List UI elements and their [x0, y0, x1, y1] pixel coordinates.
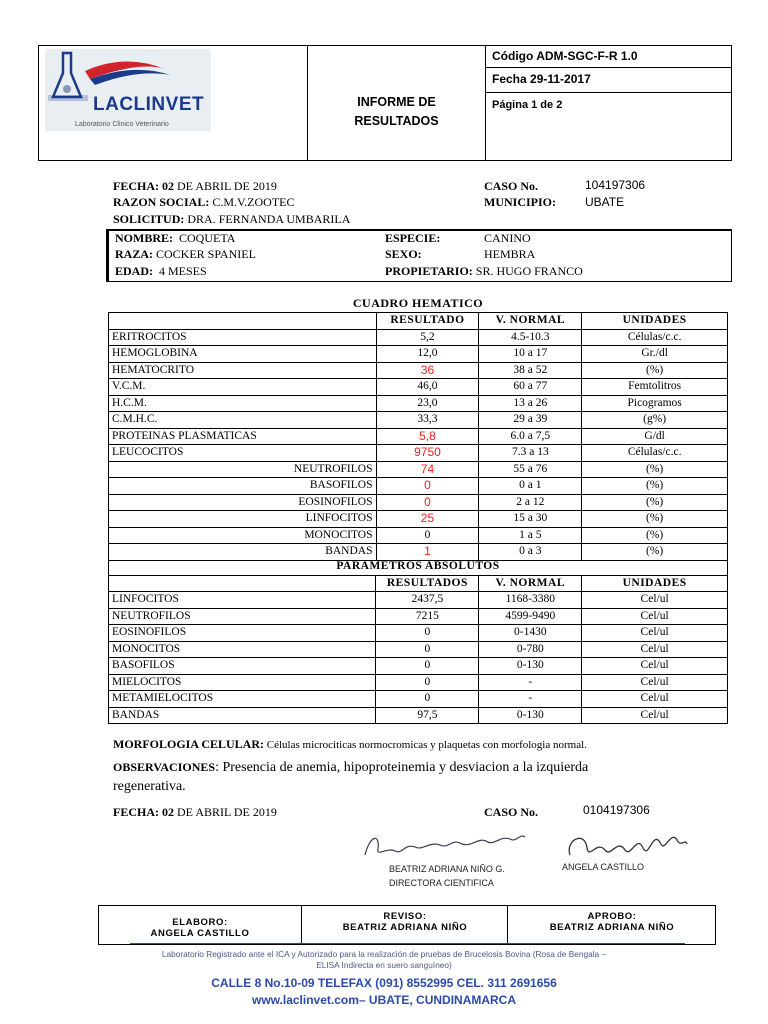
col-header-resultados: RESULTADOS: [376, 575, 479, 592]
row-normal-range: 1168-3380: [479, 592, 582, 609]
municipio-value: UBATE: [585, 195, 625, 209]
col-header-vnormal: V. NORMAL: [479, 575, 582, 592]
table-row: [109, 346, 728, 363]
row-parameter-name: MONOCITOS: [109, 527, 377, 544]
signature-angela-icon: [565, 820, 690, 868]
footer-website: www.laclinvet.com– UBATE, CUNDINAMARCA: [251, 993, 517, 1007]
row-unit: (%): [582, 461, 728, 478]
footer-line2: ELISA Indirecta en suero sanguíneo): [316, 960, 452, 970]
razon-value: C.M.V.ZOOTEC: [209, 195, 295, 209]
absolute-table: [108, 559, 728, 724]
row-unit: Células/c.c.: [582, 329, 728, 346]
approvals-box: [98, 905, 716, 945]
row-unit: (%): [582, 494, 728, 511]
row-result: 46,0: [376, 379, 479, 396]
fecha-label: FECHA: 02: [113, 179, 174, 193]
row-normal-range: 0-130: [479, 707, 582, 724]
closing-fecha-value: DE ABRIL DE 2019: [174, 805, 277, 819]
absolute-title-row: [109, 559, 728, 575]
reviso-label: REVISO:: [383, 911, 427, 922]
row-parameter-name: BASOFILOS: [109, 658, 376, 675]
row-unit: G/dl: [582, 428, 728, 445]
table-header-row: [109, 575, 728, 592]
title-line1: INFORME DE: [357, 95, 436, 109]
aprobo-name: BEATRIZ ADRIANA NIÑO: [549, 922, 675, 933]
table-row: [109, 674, 728, 691]
row-parameter-name: MONOCITOS: [109, 641, 376, 658]
row-parameter-name: HEMATOCRITO: [109, 362, 377, 379]
row-normal-range: 60 a 77: [479, 379, 582, 396]
row-normal-range: -: [479, 691, 582, 708]
row-result: 23,0: [376, 395, 479, 412]
especie-label: ESPECIE:: [385, 231, 441, 245]
razon-line: [113, 195, 294, 210]
edad-label: EDAD:: [115, 264, 153, 278]
propietario-label: PROPIETARIO:: [385, 264, 473, 278]
col-header-resultado: RESULTADO: [376, 313, 479, 330]
elaboro-cell: [99, 906, 302, 944]
row-result: 0: [376, 625, 479, 642]
morfologia-value: Células microciticas normocromicas y plaquetas con morfologia normal.: [264, 739, 587, 751]
logo-text: LACLINVET: [93, 94, 205, 115]
fecha-value: DE ABRIL DE 2019: [174, 179, 277, 193]
row-parameter-name: H.C.M.: [109, 395, 377, 412]
row-unit: (%): [582, 511, 728, 528]
observaciones-label: OBSERVACIONES: [113, 760, 216, 774]
row-unit: (g%): [582, 412, 728, 429]
row-unit: Cel/ul: [582, 674, 728, 691]
row-result: 5,2: [376, 329, 479, 346]
elaboro-name: ANGELA CASTILLO: [150, 928, 250, 939]
row-result: 0: [376, 478, 479, 495]
row-result: 25: [376, 511, 479, 528]
morfologia-line: [113, 737, 587, 752]
especie-value: CANINO: [484, 231, 531, 245]
table-row: [109, 527, 728, 544]
row-result: 12,0: [376, 346, 479, 363]
row-result: 0: [376, 641, 479, 658]
row-unit: Cel/ul: [582, 691, 728, 708]
row-result: 5,8: [376, 428, 479, 445]
table-row: [109, 362, 728, 379]
row-normal-range: 55 a 76: [479, 461, 582, 478]
row-parameter-name: BANDAS: [109, 544, 377, 561]
row-parameter-name: ERITROCITOS: [109, 329, 377, 346]
row-normal-range: 1 a 5: [479, 527, 582, 544]
row-parameter-name: BANDAS: [109, 707, 376, 724]
header-blank: [109, 575, 376, 592]
row-parameter-name: LINFOCITOS: [109, 511, 377, 528]
table-row: [109, 625, 728, 642]
closing-caso-label: CASO No.: [484, 805, 539, 819]
table-row: [109, 494, 728, 511]
absolute-title: PARAMETROS ABSOLUTOS: [109, 559, 728, 575]
row-unit: (%): [582, 527, 728, 544]
row-unit: Cel/ul: [582, 608, 728, 625]
row-parameter-name: MIELOCITOS: [109, 674, 376, 691]
row-unit: Células/c.c.: [582, 445, 728, 462]
row-result: 9750: [376, 445, 479, 462]
footer-registration: [60, 949, 708, 971]
row-unit: Picogramos: [582, 395, 728, 412]
row-result: 0: [376, 658, 479, 675]
row-parameter-name: NEUTROFILOS: [109, 608, 376, 625]
document-header: [38, 45, 732, 161]
table-header-row: [109, 313, 728, 330]
row-unit: Cel/ul: [582, 658, 728, 675]
row-unit: Gr./dl: [582, 346, 728, 363]
pagina: Página 1 de 2: [492, 99, 563, 111]
col-header-vnormal: V. NORMAL: [479, 313, 582, 330]
sexo-label: SEXO:: [385, 247, 422, 261]
raza-value: COCKER SPANIEL: [156, 247, 256, 261]
row-parameter-name: C.M.H.C.: [109, 412, 377, 429]
caso-label: CASO No.: [484, 179, 539, 193]
solicitud-line: [113, 212, 350, 227]
row-parameter-name: V.C.M.: [109, 379, 377, 396]
row-unit: (%): [582, 544, 728, 561]
row-unit: Cel/ul: [582, 592, 728, 609]
table-row: [109, 445, 728, 462]
row-normal-range: 0-1430: [479, 625, 582, 642]
row-normal-range: 13 a 26: [479, 395, 582, 412]
sig1-name: BEATRIZ ADRIANA NIÑO G.: [389, 864, 505, 874]
row-parameter-name: EOSINOFILOS: [109, 625, 376, 642]
col-header-unidades: UNIDADES: [582, 313, 728, 330]
row-unit: (%): [582, 478, 728, 495]
row-normal-range: 38 a 52: [479, 362, 582, 379]
row-normal-range: 6.0 a 7,5: [479, 428, 582, 445]
row-normal-range: 2 a 12: [479, 494, 582, 511]
table-row: [109, 395, 728, 412]
fecha-line: [113, 179, 277, 194]
signature-beatriz-icon: [360, 825, 530, 865]
row-parameter-name: LINFOCITOS: [109, 592, 376, 609]
row-result: 1: [376, 544, 479, 561]
table-row: [109, 511, 728, 528]
closing-fecha-label: FECHA: 02: [113, 805, 174, 819]
row-result: 74: [376, 461, 479, 478]
row-unit: (%): [582, 362, 728, 379]
title-line2: RESULTADOS: [354, 114, 439, 128]
hematic-title: CUADRO HEMATICO: [352, 296, 484, 310]
doc-meta-cell: [486, 46, 731, 160]
municipio-label: MUNICIPIO:: [484, 195, 556, 209]
aprobo-label: APROBO:: [587, 911, 637, 922]
row-normal-range: 29 a 39: [479, 412, 582, 429]
solicitud-value: DRA. FERNANDA UMBARILA: [184, 212, 351, 226]
observaciones-value: : Presencia de anemia, hipoproteinemia y desviacion a la izquierda regenerativa.: [113, 760, 589, 794]
row-unit: Femtolitros: [582, 379, 728, 396]
row-result: 36: [376, 362, 479, 379]
aprobo-cell: [509, 906, 715, 944]
row-unit: Cel/ul: [582, 707, 728, 724]
footer-divider: [130, 943, 685, 944]
header-blank: [109, 313, 377, 330]
morfologia-label: MORFOLOGIA CELULAR:: [113, 737, 265, 751]
row-result: 0: [376, 674, 479, 691]
nombre-label: NOMBRE:: [115, 231, 173, 245]
table-row: [109, 379, 728, 396]
razon-label: RAZON SOCIAL:: [113, 195, 210, 209]
propietario-value: SR. HUGO FRANCO: [475, 264, 583, 278]
codigo: Código ADM-SGC-F-R 1.0: [486, 46, 731, 68]
row-normal-range: 0-130: [479, 658, 582, 675]
logo-cell: [39, 46, 308, 160]
table-row: [109, 428, 728, 445]
row-result: 7215: [376, 608, 479, 625]
table-row: [109, 691, 728, 708]
sig2-name: ANGELA CASTILLO: [562, 862, 645, 872]
nombre-value: COQUETA: [179, 231, 236, 245]
closing-fecha-line: [113, 805, 277, 820]
footer-contact: [60, 975, 708, 1009]
row-normal-range: 7.3 a 13: [479, 445, 582, 462]
edad-value: 4 MESES: [159, 264, 207, 278]
row-parameter-name: NEUTROFILOS: [109, 461, 377, 478]
row-normal-range: 15 a 30: [479, 511, 582, 528]
row-normal-range: 0 a 1: [479, 478, 582, 495]
row-normal-range: 0 a 3: [479, 544, 582, 561]
hematic-table: [108, 312, 728, 561]
sig1-title: DIRECTORA CIENTIFICA: [389, 878, 494, 888]
table-row: [109, 707, 728, 724]
row-parameter-name: HEMOGLOBINA: [109, 346, 377, 363]
row-parameter-name: EOSINOFILOS: [109, 494, 377, 511]
row-normal-range: 0-780: [479, 641, 582, 658]
row-normal-range: -: [479, 674, 582, 691]
row-parameter-name: LEUCOCITOS: [109, 445, 377, 462]
row-parameter-name: BASOFILOS: [109, 478, 377, 495]
row-result: 0: [376, 527, 479, 544]
footer-address: CALLE 8 No.10-09 TELEFAX (091) 8552995 CEL. 311 2691656: [211, 976, 557, 990]
row-result: 0: [376, 494, 479, 511]
caso-value: 104197306: [585, 178, 646, 192]
reviso-cell: [303, 906, 508, 944]
patient-box: [106, 229, 732, 282]
row-result: 0: [376, 691, 479, 708]
reviso-name: BEATRIZ ADRIANA NIÑO: [342, 922, 468, 933]
footer-line1: Laboratorio Registrado ante el ICA y Autorizado para la realización de pruebas de Brucelosis Bovina (Rosa de Bengala –: [161, 949, 607, 959]
row-parameter-name: PROTEINAS PLASMATICAS: [109, 428, 377, 445]
sexo-value: HEMBRA: [484, 247, 536, 261]
solicitud-label: SOLICITUD:: [113, 212, 185, 226]
table-row: [109, 544, 728, 561]
row-parameter-name: METAMIELOCITOS: [109, 691, 376, 708]
table-row: [109, 329, 728, 346]
table-row: [109, 478, 728, 495]
row-result: 33,3: [376, 412, 479, 429]
row-result: 2437,5: [376, 592, 479, 609]
row-normal-range: 4599-9490: [479, 608, 582, 625]
raza-label: RAZA:: [115, 247, 153, 261]
col-header-unidades: UNIDADES: [582, 575, 728, 592]
table-row: [109, 641, 728, 658]
observaciones-line: [113, 758, 633, 796]
table-row: [109, 412, 728, 429]
signature-block-1: [389, 862, 505, 890]
row-unit: Cel/ul: [582, 641, 728, 658]
row-normal-range: 10 a 17: [479, 346, 582, 363]
title-cell: [308, 46, 486, 160]
table-row: [109, 592, 728, 609]
row-unit: Cel/ul: [582, 625, 728, 642]
table-row: [109, 608, 728, 625]
elaboro-label: ELABORO:: [172, 917, 228, 928]
row-normal-range: 4.5-10.3: [479, 329, 582, 346]
closing-caso-value: 0104197306: [583, 803, 650, 817]
fecha-doc: Fecha 29-11-2017: [486, 68, 731, 93]
table-row: [109, 658, 728, 675]
row-result: 97,5: [376, 707, 479, 724]
table-row: [109, 461, 728, 478]
logo-subtitle: Laboratorio Clinico Veterinario: [75, 121, 169, 128]
